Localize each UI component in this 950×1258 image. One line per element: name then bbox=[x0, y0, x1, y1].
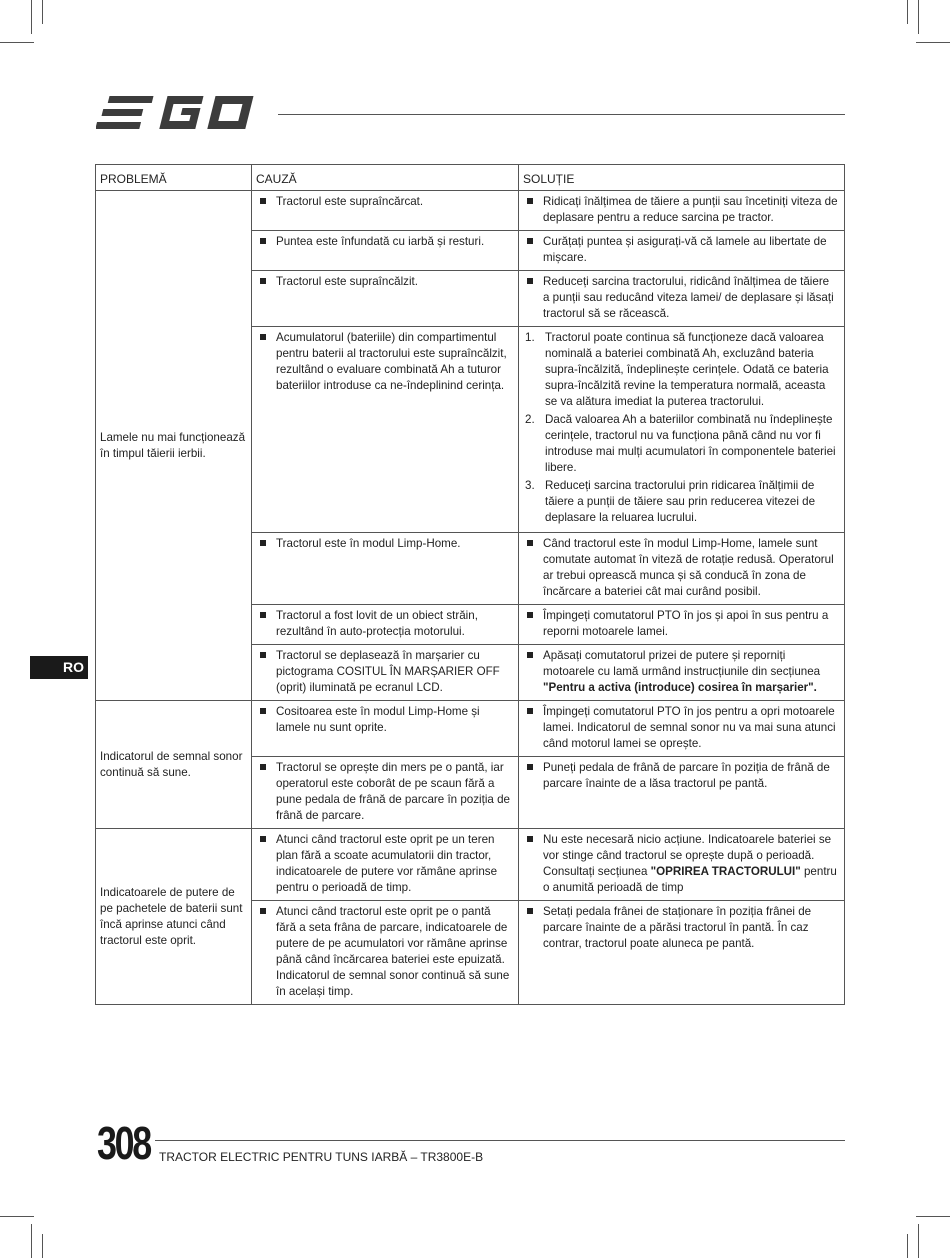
cause-text: Tractorul este supraîncălzit. bbox=[258, 274, 512, 290]
solution-text: Împingeți comutatorul PTO în jos și apoi în sus pentru a reporni motoarele lamei. bbox=[525, 608, 838, 640]
crop-mark bbox=[907, 1234, 908, 1258]
footer-title: TRACTOR ELECTRIC PENTRU TUNS IARBĂ – TR3800E-B bbox=[159, 1150, 484, 1164]
solution-text: Când tractorul este în modul Limp-Home, lamele sunt comutate automat în viteză de rotație redusă. Operatorul ar trebui oprească munca și să conducă în zona de încărcare a bateriei cât mai curând posibil. bbox=[525, 536, 838, 600]
solution-numbered-item: 3. Reduceți sarcina tractorului prin ridicarea înălțimii de tăiere a punții de tăiere sau prin reducerea vitezei de deplasare la reluarea lucrului. bbox=[525, 479, 816, 524]
solution-text: Apăsați comutatorul prizei de putere și reporniți motoarele cu lamă urmând instrucțiunile din secțiunea "Pentru a activa (introduce) cosirea în marșarier". bbox=[525, 648, 838, 696]
solution-text: Ridicați înălțimea de tăiere a punții sau încetiniți viteza de deplasare pentru a reduce sarcina pe tractor. bbox=[525, 194, 838, 226]
header-problem: PROBLEMĂ bbox=[96, 165, 252, 191]
cause-text: Tractorul este în modul Limp-Home. bbox=[258, 536, 512, 552]
table-row bbox=[96, 701, 845, 757]
cause-text: Tractorul este supraîncărcat. bbox=[258, 194, 512, 210]
crop-mark bbox=[42, 0, 43, 24]
crop-mark bbox=[918, 1224, 919, 1258]
problem-cell bbox=[96, 829, 252, 1005]
language-tab: RO bbox=[30, 656, 88, 679]
header-cause: CAUZĂ bbox=[252, 165, 519, 191]
cause-text: Puntea este înfundată cu iarbă și resturi. bbox=[258, 234, 512, 250]
table-header-row bbox=[96, 165, 845, 191]
cause-text: Atunci când tractorul este oprit pe o pantă fără a seta frâna de parcare, indicatoarele de putere de pe acumulatori vor rămâne aprinse până când încărcarea bateriei este epuizată. Indicatorul de semnal sonor continuă să sune în același timp. bbox=[258, 904, 512, 1000]
solution-bold-reference: "OPRIREA TRACTORULUI" bbox=[650, 865, 801, 878]
page-number: 308 bbox=[97, 1117, 150, 1169]
problem-cell bbox=[96, 701, 252, 829]
footer-rule bbox=[155, 1140, 845, 1141]
problem-text: Indicatorul de semnal sonor continuă să sune. bbox=[100, 749, 243, 779]
crop-mark bbox=[31, 0, 32, 34]
solution-text: Împingeți comutatorul PTO în jos pentru a opri motoarele lamei. Indicatorul de semnal sonor nu va mai suna atunci când motorul lamei se oprește. bbox=[525, 704, 838, 752]
crop-mark bbox=[0, 1216, 34, 1217]
solution-text: Curățați puntea și asigurați-vă că lamele au libertate de mișcare. bbox=[525, 234, 838, 266]
table-row bbox=[96, 191, 845, 231]
crop-mark bbox=[31, 1224, 32, 1258]
cause-text: Tractorul se deplasează în marșarier cu pictograma COSITUL ÎN MARȘARIER OFF (oprit) iluminată pe ecranul LCD. bbox=[258, 648, 512, 696]
solution-text: Reduceți sarcina tractorului, ridicând înălțimea de tăiere a punții sau reducând viteza lamei/ de deplasare și lăsați tractorul să se răcească. bbox=[525, 274, 838, 322]
table-row bbox=[96, 829, 845, 901]
ego-logo bbox=[96, 94, 271, 134]
problem-cell bbox=[96, 191, 252, 701]
troubleshooting-table bbox=[95, 164, 845, 1005]
header-rule bbox=[278, 114, 845, 115]
problem-text: Indicatoarele de putere de pe pachetele de baterii sunt încă aprinse atunci când tractorul este oprit. bbox=[100, 885, 243, 947]
header-solution: SOLUȚIE bbox=[519, 165, 845, 191]
crop-mark bbox=[42, 1234, 43, 1258]
solution-numbered-item: 2. Dacă valoarea Ah a bateriilor combinată nu îndeplinește cerințele, tractorul nu va funcționa până când nu vor fi introduse mai mulți acumulatori în componentele bateriei libere. bbox=[525, 413, 836, 474]
solution-bold-reference: "Pentru a activa (introduce) cosirea în marșarier". bbox=[543, 681, 817, 694]
cause-text: Cositoarea este în modul Limp-Home și lamele nu sunt oprite. bbox=[258, 704, 512, 736]
cause-text: Tractorul a fost lovit de un obiect străin, rezultând în auto-protecția motorului. bbox=[258, 608, 512, 640]
cause-text: Tractorul se oprește din mers pe o pantă, iar operatorul este coborât de pe scaun fără a pune pedala de frână de parcare în poziția de frână de parcare. bbox=[258, 760, 512, 824]
cause-text: Acumulatorul (bateriile) din compartimentul pentru baterii al tractorului este supraîncălzit, rezultând o evaluare combinată Ah a tuturor bateriilor introduse ca ne-îndeplinind cerința. bbox=[258, 330, 512, 394]
cause-text: Atunci când tractorul este oprit pe un teren plan fără a scoate acumulatorii din tractor, indicatoarele de putere vor rămâne aprinse pentru o perioadă de timp. bbox=[258, 832, 512, 896]
solution-text: Nu este necesară nicio acțiune. Indicatoarele bateriei se vor stinge când tractorul se oprește după o perioadă. Consultați secțiunea "OPRIREA TRACTORULUI" pentru o anumită perioadă de timp bbox=[525, 832, 838, 896]
solution-numbered-item: 1. Tractorul poate continua să funcționeze dacă valoarea nominală a bateriei combinată Ah, excluzând bateria supra-încălzită, îndeplinește cerințele. Odată ce bateria supra-încălzită revine la temperatura normală, aceasta se va alătura imediat la puterea tractorului. bbox=[525, 331, 829, 408]
crop-mark bbox=[907, 0, 908, 24]
solution-text: Setați pedala frânei de staționare în poziția frânei de parcare înainte de a părăsi tractorul în pantă. În caz contrar, tractorul poate aluneca pe pantă. bbox=[525, 904, 838, 952]
crop-mark bbox=[0, 42, 34, 43]
problem-text: Lamele nu mai funcționează în timpul tăierii ierbii. bbox=[100, 430, 246, 460]
crop-mark bbox=[916, 42, 950, 43]
crop-mark bbox=[916, 1216, 950, 1217]
crop-mark bbox=[918, 0, 919, 34]
solution-text: Puneți pedala de frână de parcare în poziția de frână de parcare înainte de a lăsa tractorul pe pantă. bbox=[525, 760, 838, 792]
